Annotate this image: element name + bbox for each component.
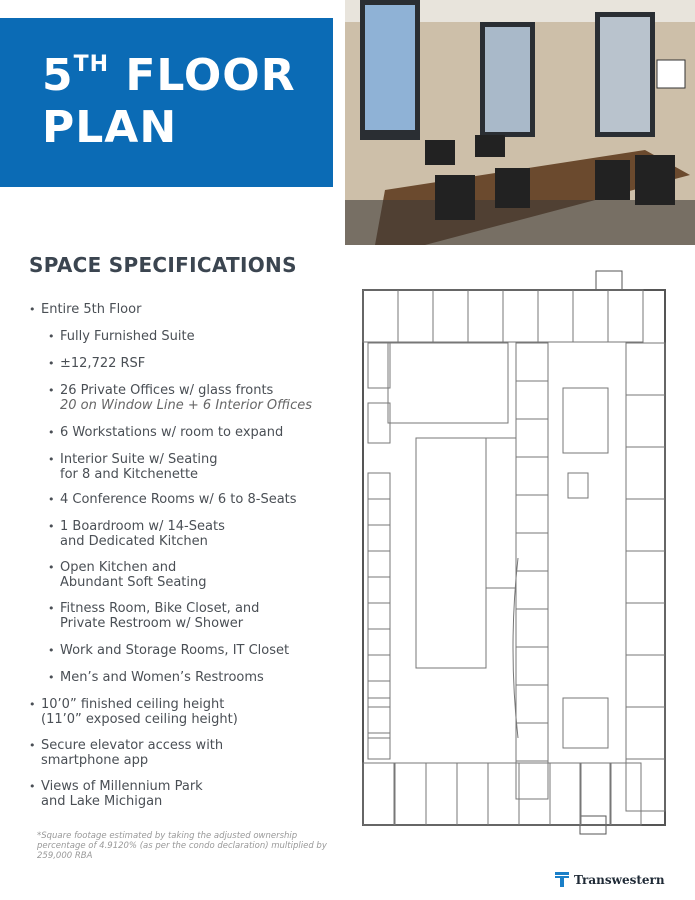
plan-room xyxy=(368,551,390,577)
plan-room xyxy=(488,763,519,825)
bullet: • xyxy=(48,357,55,370)
plan-room xyxy=(457,763,488,825)
bullet: • xyxy=(29,698,36,711)
spec-text: Entire 5th Floor xyxy=(41,302,142,317)
bullet: • xyxy=(48,493,55,506)
plan-room xyxy=(516,419,548,457)
plan-room xyxy=(368,473,390,499)
title-word: FLOOR xyxy=(125,50,296,101)
bullet: • xyxy=(48,520,55,533)
plan-room xyxy=(368,655,390,681)
spec-text: Interior Suite w/ Seating xyxy=(60,452,218,467)
plan-room xyxy=(626,759,665,811)
spec-item xyxy=(29,779,203,809)
plan-room xyxy=(468,290,503,342)
spec-text: Men’s and Women’s Restrooms xyxy=(60,670,264,685)
plan-room xyxy=(368,629,390,655)
spec-text: Secure elevator access with xyxy=(41,738,224,753)
plan-room xyxy=(626,395,665,447)
spec-text: Open Kitchen and xyxy=(60,560,177,575)
plan-room xyxy=(573,290,608,342)
spec-text: Views of Millennium Park xyxy=(41,779,203,794)
bullet: • xyxy=(48,602,55,615)
section-title: SPACE SPECIFICATIONS xyxy=(29,253,297,277)
spec-text: 1 Boardroom w/ 14-Seats xyxy=(60,519,225,534)
spec-text: 6 Workstations w/ room to expand xyxy=(60,425,284,440)
spec-text: Fully Furnished Suite xyxy=(60,329,195,344)
plan-room xyxy=(516,343,548,381)
spec-item xyxy=(48,356,146,371)
transwestern-logo xyxy=(555,872,665,887)
plan-room xyxy=(368,577,390,603)
plan-room xyxy=(626,499,665,551)
spec-item xyxy=(48,601,260,631)
plan-room xyxy=(516,533,548,571)
title-superscript: TH xyxy=(73,52,110,77)
plan-room xyxy=(363,763,394,825)
spec-item xyxy=(48,492,297,507)
plan-room xyxy=(516,571,548,609)
spec-item xyxy=(48,670,264,685)
plan-room xyxy=(608,290,643,342)
spec-item xyxy=(48,560,207,590)
plan-room xyxy=(516,457,548,495)
plan-room xyxy=(626,655,665,707)
conference-room-photo xyxy=(345,0,695,245)
spec-item xyxy=(48,425,284,440)
plan-room xyxy=(433,290,468,342)
plan-room xyxy=(368,733,390,759)
plan-room xyxy=(550,763,581,825)
plan-room xyxy=(516,381,548,419)
spec-text: 10’0” finished ceiling height xyxy=(41,697,225,712)
spec-text-line2: smartphone app xyxy=(41,753,149,768)
bullet: • xyxy=(48,426,55,439)
spec-item xyxy=(29,302,142,317)
spec-item xyxy=(48,383,313,413)
plan-room xyxy=(626,603,665,655)
plan-room xyxy=(516,609,548,647)
plan-room xyxy=(516,647,548,685)
spec-item xyxy=(48,329,195,344)
title-banner xyxy=(0,18,333,187)
plan-room xyxy=(368,603,390,629)
spec-item xyxy=(29,697,238,727)
bullet: • xyxy=(48,671,55,684)
bullet: • xyxy=(48,561,55,574)
spec-text: 4 Conference Rooms w/ 6 to 8-Seats xyxy=(60,492,297,507)
footnote: *Square footage estimated by taking the adjusted ownership percentage of 4.9120% (as per the condo declaration) multiplied by 259,000 RBA xyxy=(37,831,327,861)
plan-room xyxy=(626,551,665,603)
bullet: • xyxy=(48,330,55,343)
plan-room xyxy=(368,707,390,733)
plan-room xyxy=(516,685,548,723)
plan-room xyxy=(626,707,665,759)
transwestern-logo-icon xyxy=(555,872,569,887)
spec-text: ±12,722 RSF xyxy=(60,356,146,371)
title-line2: PLAN xyxy=(42,102,178,153)
bullet: • xyxy=(48,453,55,466)
plan-room xyxy=(363,290,398,342)
plan-room xyxy=(368,525,390,551)
plan-room xyxy=(368,681,390,707)
plan-room xyxy=(519,763,550,825)
spec-text-line2: and Dedicated Kitchen xyxy=(60,534,208,549)
plan-room xyxy=(516,761,548,799)
plan-room xyxy=(538,290,573,342)
bullet: • xyxy=(29,780,36,793)
spec-item xyxy=(48,519,225,549)
spec-text-line2: (11’0” exposed ceiling height) xyxy=(41,712,238,727)
plan-room xyxy=(516,723,548,761)
plan-room xyxy=(368,499,390,525)
bullet: • xyxy=(29,303,36,316)
plan-room xyxy=(398,290,433,342)
spec-text-line2: for 8 and Kitchenette xyxy=(60,467,199,482)
title-number: 5 xyxy=(42,50,74,101)
bullet: • xyxy=(29,739,36,752)
bullet: • xyxy=(48,644,55,657)
spec-text-line2: and Lake Michigan xyxy=(41,794,163,809)
spec-text: Fitness Room, Bike Closet, and xyxy=(60,601,260,616)
plan-room xyxy=(626,343,665,395)
plan-room xyxy=(395,763,426,825)
spec-text-line2: Abundant Soft Seating xyxy=(60,575,207,590)
plan-room xyxy=(503,290,538,342)
bullet: • xyxy=(48,384,55,397)
plan-room xyxy=(626,447,665,499)
spec-item xyxy=(48,452,218,482)
plan-room xyxy=(516,495,548,533)
spec-item xyxy=(48,643,290,658)
spec-text: Work and Storage Rooms, IT Closet xyxy=(60,643,290,658)
spec-text: 26 Private Offices w/ glass fronts xyxy=(60,383,274,398)
spec-text-line2: Private Restroom w/ Shower xyxy=(60,616,244,631)
spec-item xyxy=(29,738,224,768)
logo-text: Transwestern xyxy=(574,872,665,887)
floor-plan xyxy=(358,268,670,838)
plan-room xyxy=(426,763,457,825)
spec-subtext: 20 on Window Line + 6 Interior Offices xyxy=(60,398,313,413)
